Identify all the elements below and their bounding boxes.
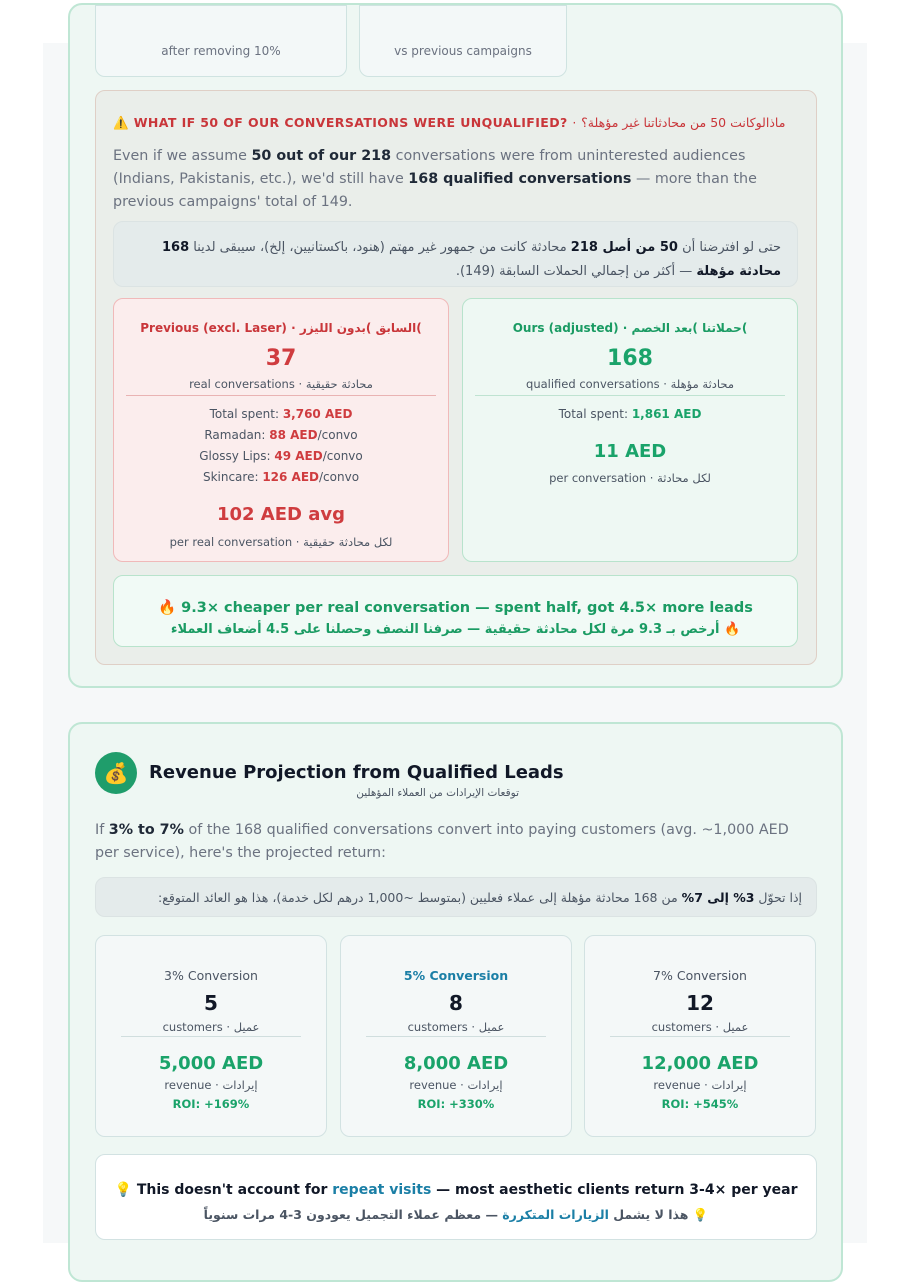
text: conversations were from uninterested audiences (Indians, Pakistanis, etc.), we'd still have (113, 148, 746, 187)
lightbulb-icon: 💡 (692, 1207, 709, 1222)
highlight-text: repeat visits (332, 1182, 432, 1198)
customer-count: 8 (449, 991, 463, 1015)
conversion-rate: 7% Conversion (653, 968, 747, 983)
text: — معظم عملاء التجميل يعودون 3-4 مرات سنوياً (203, 1207, 503, 1222)
scenario-paragraph (113, 145, 803, 214)
unqualified-scenario-box (95, 90, 817, 665)
savings-ar (114, 622, 797, 637)
divider (121, 1036, 301, 1037)
spend-breakdown (114, 404, 448, 488)
line-value: 3,760 AED (282, 407, 353, 421)
top-stat-card-2 (359, 5, 567, 77)
line-label: Skincare: (202, 470, 263, 484)
spend-line (114, 425, 448, 446)
conversion-rate: 5% Conversion (403, 968, 509, 983)
line-label: Total spent: (558, 407, 632, 421)
customer-label: customers · عميل (407, 1020, 505, 1034)
line-value: 1,861 AED (631, 407, 702, 421)
conversion-card-7 (584, 935, 816, 1137)
scenario-paragraph-ar (113, 221, 798, 287)
previous-campaigns-card (113, 298, 449, 562)
money-bag-icon: 💰 (95, 752, 137, 794)
text: — more than the previous campaigns' total of 149. (113, 171, 757, 210)
count-label: real conversations · محادثة حقيقية (189, 377, 373, 391)
text: of the 168 qualified conversations convert into paying customers (avg. ~1,000 AED per service), here's the projected return: (95, 822, 789, 861)
line-suffix: /convo (319, 470, 360, 484)
customer-count: 12 (686, 991, 714, 1015)
line-value: 88 AED (269, 428, 318, 442)
customer-count: 5 (204, 991, 218, 1015)
text: — most aesthetic clients return 3-4× per year (431, 1182, 798, 1198)
scenario-title-ar: · ماذالوكانت 50 من محادثاتنا غير مؤهلة؟ (572, 115, 786, 130)
line-suffix: /convo (317, 428, 358, 442)
divider (610, 1036, 790, 1037)
text: من 168 محادثة مؤهلة إلى عملاء فعليين (بمتوسط ~1,000 درهم لكل خدمة)، هذا هو العائد المتوقع: (158, 890, 682, 905)
revenue-label: revenue · إيرادات (409, 1078, 503, 1092)
bold-text: 3% إلى 7% (681, 890, 755, 905)
spend-line (114, 467, 448, 488)
conversion-card-5 (340, 935, 572, 1137)
spend-line (114, 404, 448, 425)
bold-text: 50 من أصل 218 (570, 240, 678, 255)
text: محادثة كانت من جمهور غير مهتم (هنود، باكستانيين، إلخ)، سيبقى لدينا (189, 240, 571, 255)
savings-text: أرخص بـ 9.3 مرة لكل محادثة حقيقية — صرفنا النصف وحصلنا على 4.5 أضعاف العملاء (170, 622, 720, 637)
customer-label: customers · عميل (651, 1020, 749, 1034)
repeat-visits-note (95, 1154, 817, 1240)
projection-paragraph-ar (95, 877, 817, 917)
spend-line (463, 404, 797, 425)
fire-icon: 🔥 (158, 600, 177, 616)
line-value: 126 AED (262, 470, 319, 484)
bold-text: 3% to 7% (108, 822, 184, 838)
comparison-section (68, 3, 843, 688)
lightbulb-icon: 💡 (114, 1182, 132, 1198)
average-cost-label: per real conversation · لكل محادثة حقيقية (169, 535, 393, 549)
warning-icon: ⚠️ (113, 115, 129, 130)
line-label: Glossy Lips: (199, 449, 275, 463)
section-title: Revenue Projection from Qualified Leads (149, 762, 564, 783)
text: Even if we assume (113, 148, 252, 164)
cost-label: per conversation · لكل محادثة (549, 471, 711, 485)
text: هذا لا يشمل (608, 1207, 689, 1222)
line-value: 49 AED (274, 449, 323, 463)
cost-per-conversation: 11 AED (593, 441, 667, 462)
revenue-projection-section (68, 722, 843, 1282)
bold-text: 168 محادثة مؤهلة (161, 240, 781, 279)
our-campaigns-card (462, 298, 798, 562)
text: إذا تحوّل (754, 890, 802, 905)
savings-text: 9.3× cheaper per real conversation — spent half, got 4.5× more leads (181, 600, 753, 616)
text: This doesn't account for (136, 1182, 333, 1198)
divider (475, 395, 785, 396)
fire-icon: 🔥 (723, 622, 741, 637)
projection-paragraph (95, 819, 795, 865)
savings-highlight (113, 575, 798, 647)
customer-label: customers · عميل (162, 1020, 260, 1034)
note-ar (96, 1207, 816, 1223)
scenario-title-en: WHAT IF 50 OF OUR CONVERSATIONS WERE UNQUALIFIED? (133, 115, 568, 130)
page (43, 43, 867, 1243)
line-label: Ramadan: (204, 428, 270, 442)
text: — أكثر من إجمالي الحملات السابقة (149). (455, 264, 697, 279)
roi-value: ROI: +545% (661, 1097, 739, 1111)
note-en (96, 1182, 816, 1198)
roi-value: ROI: +330% (417, 1097, 495, 1111)
text: If (95, 822, 109, 838)
average-cost: 102 AED avg (216, 504, 346, 525)
section-subtitle: توقعات الإيرادات من العملاء المؤهلين (356, 787, 519, 799)
divider (366, 1036, 546, 1037)
revenue-label: revenue · إيرادات (653, 1078, 747, 1092)
roi-value: ROI: +169% (172, 1097, 250, 1111)
spend-line (114, 446, 448, 467)
revenue-value: 12,000 AED (641, 1053, 759, 1074)
revenue-value: 8,000 AED (403, 1053, 509, 1074)
divider (126, 395, 436, 396)
top-stat-card-1 (95, 5, 347, 77)
conversation-count: 168 (607, 346, 653, 371)
top-card-caption: vs previous campaigns (394, 44, 532, 58)
top-card-caption: after removing 10% (161, 44, 281, 58)
conversation-count: 37 (265, 346, 297, 371)
conversion-card-3 (95, 935, 327, 1137)
card-header: Previous (excl. Laser) · السابق )بدون الليزر( (140, 321, 422, 335)
line-label: Total spent: (209, 407, 283, 421)
bold-text: 50 out of our 218 (251, 148, 392, 164)
line-suffix: /convo (322, 449, 363, 463)
revenue-label: revenue · إيرادات (164, 1078, 258, 1092)
count-label: qualified conversations · محادثة مؤهلة (526, 377, 734, 391)
card-header: Ours (adjusted) · حملاتنا )بعد الخصم( (512, 321, 748, 335)
scenario-title (113, 115, 785, 131)
bold-text: 168 qualified conversations (408, 171, 632, 187)
revenue-value: 5,000 AED (158, 1053, 264, 1074)
savings-en (114, 599, 797, 616)
conversion-rate: 3% Conversion (164, 968, 258, 983)
text: حتى لو افترضنا أن (677, 240, 781, 255)
highlight-text: الزيارات المتكررة (502, 1207, 609, 1222)
